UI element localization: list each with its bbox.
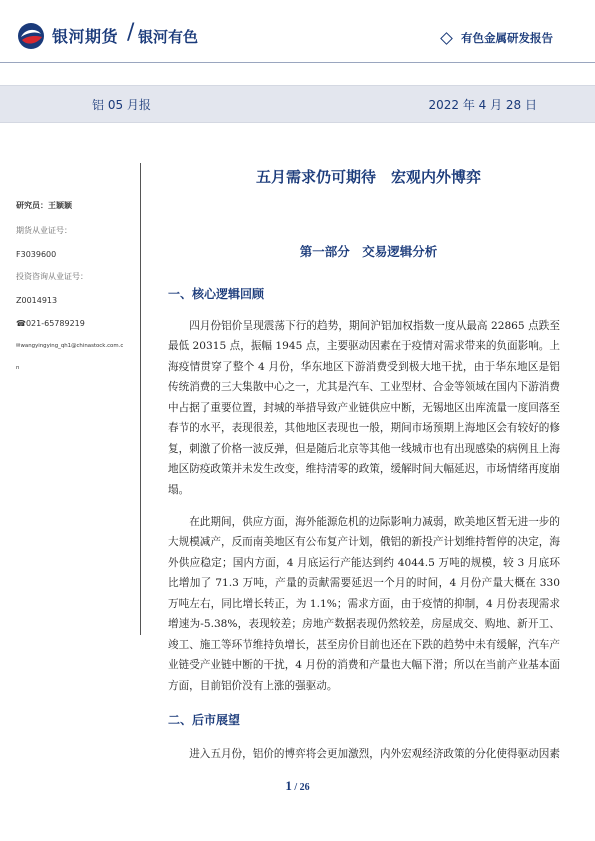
paragraph-review: 四月份铝价呈现震荡下行的趋势，期间沪铝加权指数一度从最高 22865 点跌至最低 20315 点，振幅 1945 点，主要驱动因素在于疫情对需求带来的负面影响。上海疫情贯穿了整个 4 月份，华东地区下游消费受到极大地干扰，由于华东地区是铝传统消费的三大集散中心之一，尤其是汽车、工业型材、合金等领域在国内下游消费中占据了重要位置，封城的举措导致产业链供应中断，无锡地区出库流量一度回落至春节的水平，表现很差，其他地区表现也一般，期间市场预期上海地区会有较好的修复，刺激了价格一波反弹，但是随后北京等其他一线城市也有出现感染的病例且上海地区防疫政策并未发生改变，维持清零的政策，缓解时间大幅延迟，市场情绪再度崩塌。	[168, 320, 560, 496]
paragraph-supply-demand: 在此期间，供应方面，海外能源危机的边际影响力减弱，欧美地区暂无进一步的大规模减产，反而南美地区有公布复产计划，俄铝的新投产计划维持暂停的决定，海外供应稳定；国内方面，4 月底运行产能达到约 4044.5 万吨的规模，较 3 月底环比增加了 71.3 万吨，产量的贡献需要延迟一个月的时间，4 月份产量大概在 330 万吨左右，同比增长转正，为 1.1%；需求方面，由于疫情的抑制，4 月份表现需求增速为-5.38%，表现较差；房地产数据表现仍然较差，房屋成交、购地、新开工、竣工、施工等环节维持负增长，甚至房价目前也还在下跌的趋势中未有缓解，汽车产业链受产业链中断的干扰，4 月份的消费和产量也大幅下滑；所以在当前产业基本面方面，目前铝价没有上涨的强驱动。	[168, 516, 560, 692]
futures-cert-number: F3039600	[16, 250, 57, 259]
sidebar-divider	[140, 163, 141, 635]
analyst-phone: ☎021-65789219	[16, 319, 85, 328]
report-title: 五月需求仍可期待 宏观内外博弈	[255, 168, 481, 186]
brand-divider: /	[127, 20, 135, 45]
diamond-icon	[440, 32, 453, 45]
part-title: 第一部分 交易逻辑分析	[299, 244, 438, 259]
page-number: 1	[285, 778, 292, 793]
analyst-email[interactable]: ✉wangyingying_qh1@chinastock.com.c	[16, 343, 124, 349]
futures-cert-label: 期货从业证号：	[16, 226, 72, 235]
invest-cert-number: Z0014913	[16, 296, 58, 305]
report-name: 铝 05 月报	[92, 98, 151, 112]
brand-name: 银河期货	[52, 27, 119, 46]
section-heading-outlook: 二、后市展望	[168, 713, 241, 727]
page-total: / 26	[294, 782, 310, 793]
section-heading-review: 一、核心逻辑回顾	[168, 287, 265, 301]
paragraph-outlook: 进入五月份，铝价的博弈将会更加激烈，内外宏观经济政策的分化使得驱动因素	[189, 748, 560, 760]
brand-subname: 银河有色	[138, 28, 199, 46]
report-type	[442, 30, 553, 46]
report-date: 2022 年 4 月 28 日	[428, 98, 537, 112]
page-header	[0, 0, 595, 75]
report-type-label: 有色金属研发报告	[461, 31, 553, 45]
invest-cert-label: 投资咨询从业证号：	[16, 272, 88, 281]
galaxy-logo-icon	[17, 22, 45, 50]
header-divider	[0, 62, 595, 63]
analyst-name: 研究员：王颖颖	[16, 201, 72, 210]
analyst-email-tail: n	[16, 365, 20, 371]
page-footer	[0, 778, 595, 794]
